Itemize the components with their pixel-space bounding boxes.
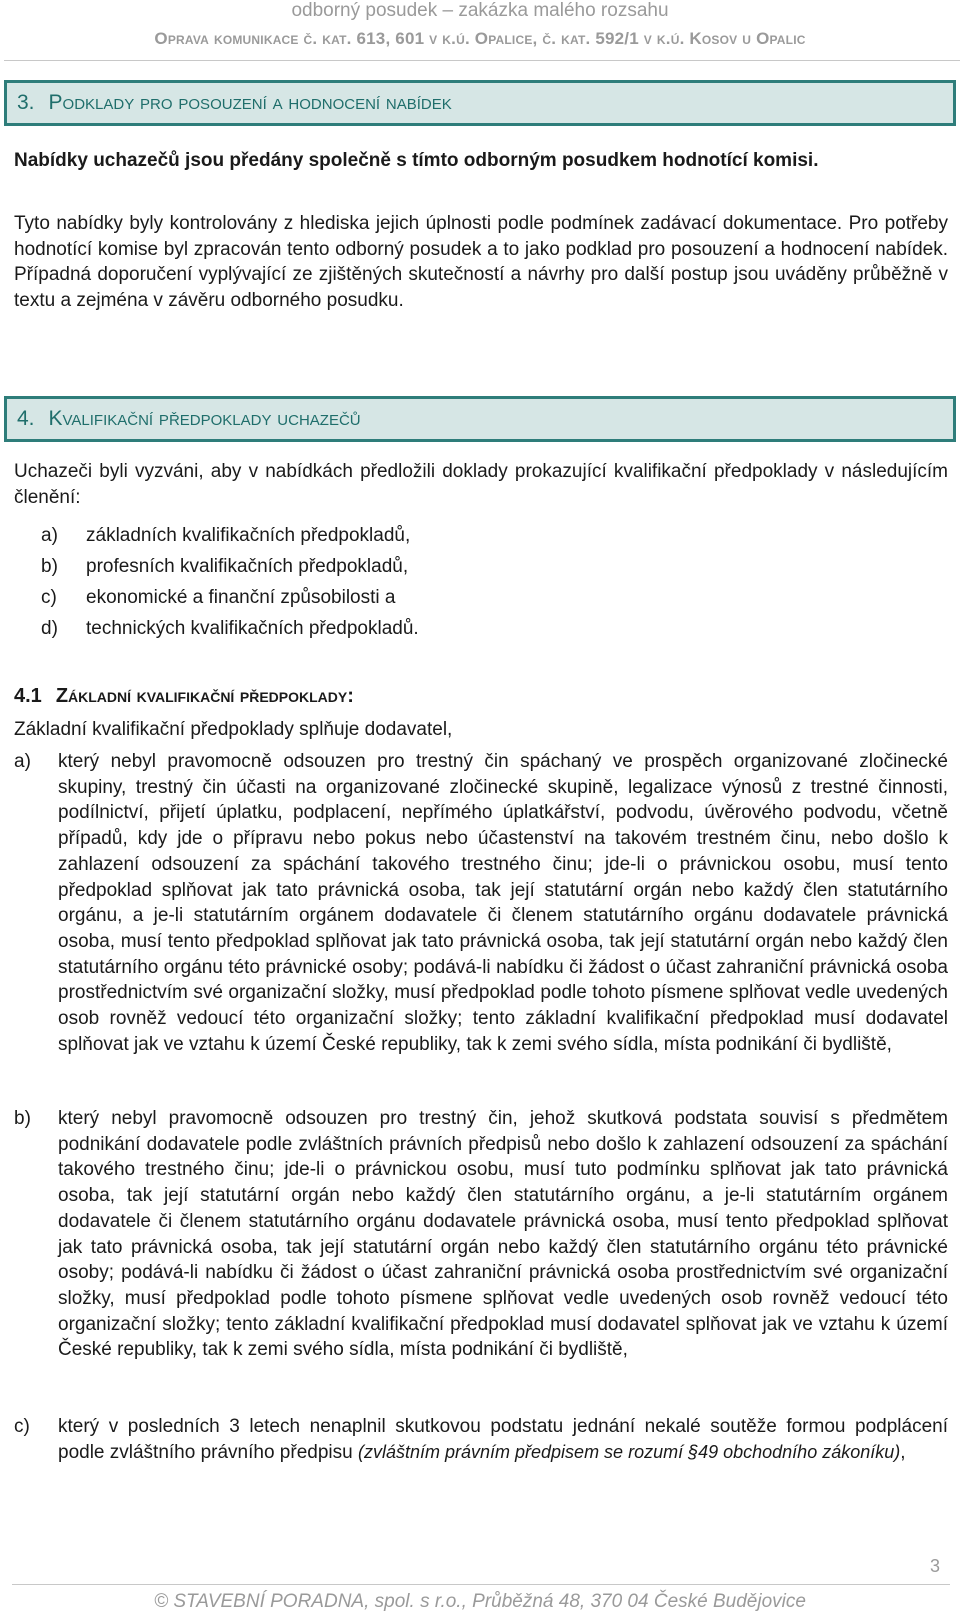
requirement-letter: c): [14, 1416, 30, 1437]
list-item-letter: a): [41, 525, 58, 546]
header-subtitle: Oprava komunikace č. kat. 613, 601 v k.ú. Opalice, č. kat. 592/1 v k.ú. Kosov u Opalic: [154, 29, 806, 48]
list-item: [41, 585, 395, 611]
list-item-letter: b): [41, 556, 58, 577]
requirement-letter: a): [14, 751, 31, 772]
list-item-letter: c): [41, 587, 57, 608]
header-divider: [4, 60, 960, 61]
requirement-item-a: [14, 749, 948, 1057]
section-4-heading: [4, 396, 956, 442]
list-item-letter: d): [41, 618, 58, 639]
section-4-1-number: 4.1: [14, 685, 42, 707]
section-4-1-intro: Základní kvalifikační předpoklady splňuje dodavatel,: [14, 719, 453, 740]
section-3-number: 3.: [17, 91, 35, 114]
section-3-paragraph-1: Nabídky uchazečů jsou předány společně s tímto odborným posudkem hodnotící komisi.: [14, 150, 819, 171]
legal-reference-note: (zvláštním právním předpisem se rozumí §49 obchodního zákoníku): [357, 1441, 901, 1462]
list-item-text: ekonomické a finanční způsobilosti a: [86, 587, 396, 608]
list-item-text: profesních kvalifikačních předpokladů,: [86, 556, 409, 577]
list-item: [41, 554, 408, 580]
section-4-1-heading: [14, 685, 354, 708]
footer-text: © STAVEBNÍ PORADNA, spol. s r.o., Průběžná 48, 370 04 České Budějovice: [154, 1591, 806, 1612]
requirement-text: který nebyl pravomocně odsouzen pro trestný čin spáchaný ve prospěch organizované zločinecké skupiny, trestný čin účasti na organizované zločinecké skupině, legalizace výnosů z trestné činnosti, podílnictví, přijetí úplatku, podplacení, nepřímého úplatkářství, podvodu, úvěrového podvodu, včetně případů, kdy jde o přípravu nebo pokus nebo účastenství na takovém trestném činu, nebo došlo k zahlazení odsouzení za spáchání takového trestného činu; jde-li o právnickou osobu, musí tento předpoklad splňovat jak tato právnická osoba, tak její statutární orgán nebo každý člen statutárního orgánu, a je-li statutárním orgánem dodavatele či členem statutárního orgánu dodavatele právnická osoba, musí tento předpoklad splňovat jak tato právnická osoba, tak její statutární orgán nebo každý člen statutárního orgánu této právnické osoby; podává-li nabídku či žádost o účast zahraniční právnická osoba prostřednictvím své organizační složky, musí předpoklad podle tohoto písmene splňovat vedle uvedených osob rovněž vedoucí této organizační složky; tento základní kvalifikační předpoklad musí dodavatel splňovat jak ve vztahu k území České republiky, tak k zemi svého sídla, místa podnikání či bydliště,: [58, 751, 948, 1055]
requirement-text-tail: ,: [900, 1441, 906, 1463]
section-4-intro: Uchazeči byli vyzváni, aby v nabídkách předložili doklady prokazující kvalifikační předpoklady v následujícím členění:: [14, 461, 948, 508]
section-4-1-title: Základní kvalifikační předpoklady:: [55, 685, 354, 707]
requirement-item-b: [14, 1106, 948, 1363]
requirement-letter: b): [14, 1108, 31, 1129]
list-item-text: technických kvalifikačních předpokladů.: [86, 618, 419, 639]
requirement-item-c: [14, 1414, 948, 1465]
list-item: [41, 616, 419, 642]
list-item: [41, 523, 410, 549]
section-4-title: Kvalifikační předpoklady uchazečů: [48, 407, 361, 430]
page-number: 3: [930, 1556, 941, 1576]
requirement-text: který v posledních 3 letech nenaplnil skutkovou podstatu jednání nekalé soutěže formou podplácení podle zvláštního právního předpisu: [58, 1416, 948, 1463]
section-3-heading: [4, 80, 956, 126]
list-item-text: základních kvalifikačních předpokladů,: [86, 525, 411, 546]
section-4-number: 4.: [17, 407, 35, 430]
header-title: odborný posudek – zakázka malého rozsahu: [291, 0, 669, 21]
section-3-title: Podklady pro posouzení a hodnocení nabídek: [48, 91, 452, 114]
section-3-paragraph-2: Tyto nabídky byly kontrolovány z hlediska jejich úplnosti podle podmínek zadávací dokumentace. Pro potřeby hodnotící komise byl zpracován tento odborný posudek a to jako podklad pro posouzení a hodnocení nabídek. Případná doporučení vyplývající ze zjištěných skutečností a návrhy pro další postup jsou uváděny průběžně v textu a zejména v závěru odborného posudku.: [14, 213, 948, 311]
footer-divider: [12, 1584, 950, 1585]
requirement-text: který nebyl pravomocně odsouzen pro trestný čin, jehož skutková podstata souvisí s předmětem podnikání dodavatele podle zvláštních právních předpisů nebo došlo k zahlazení odsouzení za spáchání takového trestného činu; jde-li o právnickou osobu, musí tuto podmínku splňovat jak tato právnická osoba, tak její statutární orgán nebo každý člen statutárního orgánu, a je-li statutárním orgánem dodavatele či členem statutárního orgánu dodavatele právnická osoba, musí tento předpoklad splňovat jak tato právnická osoba, tak její statutární orgán nebo každý člen statutárního orgánu této právnické osoby; podává-li nabídku či žádost o účast zahraniční právnická osoba prostřednictvím své organizační složky, musí předpoklad podle tohoto písmene splňovat vedle uvedených osob rovněž vedoucí této organizační složky; tento základní kvalifikační předpoklad musí dodavatel splňovat jak ve vztahu k území České republiky, tak k zemi svého sídla, místa podnikání či bydliště,: [58, 1108, 948, 1361]
